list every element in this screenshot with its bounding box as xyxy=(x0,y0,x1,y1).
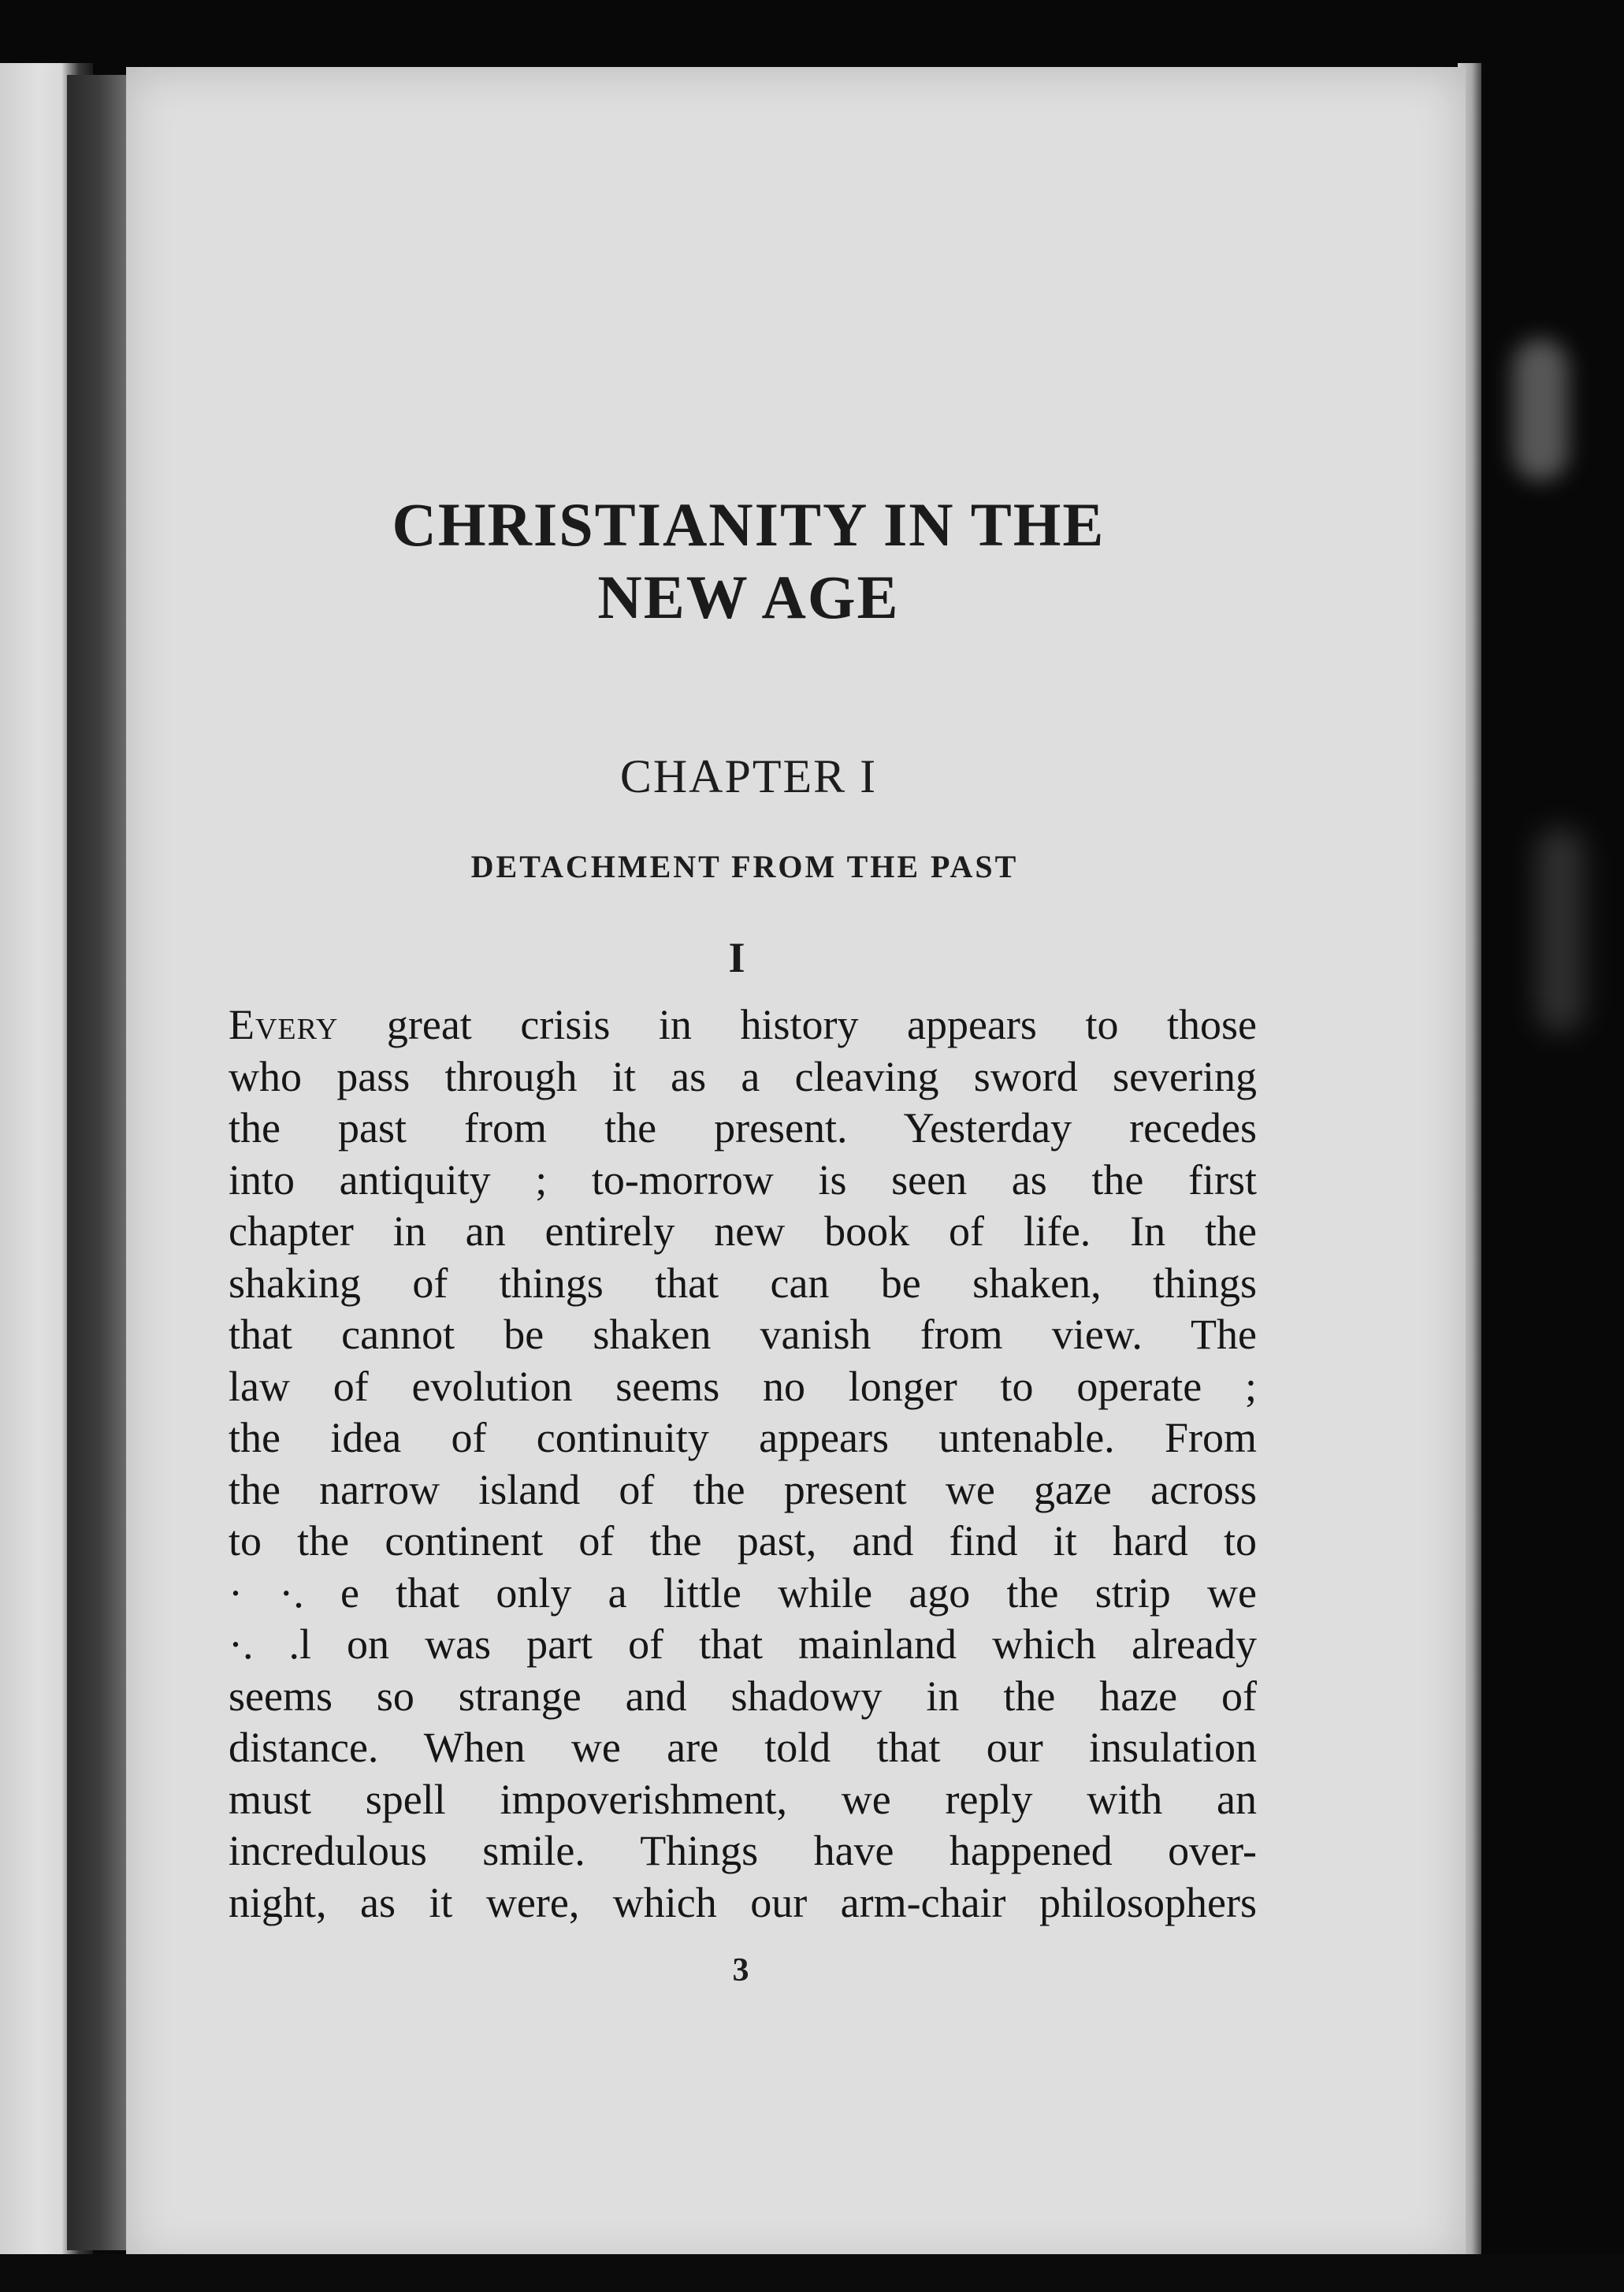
body-line-text: great crisis in history appears to those xyxy=(338,1001,1257,1048)
body-line: ·. .l on was part of that mainland which already xyxy=(229,1620,1257,1668)
body-line: distance. When we are told that our insulation xyxy=(229,1724,1257,1771)
chapter-heading: CHAPTER I xyxy=(619,750,878,802)
body-line: the idea of continuity appears untenable. From xyxy=(229,1414,1257,1461)
body-line: the narrow island of the present we gaze across xyxy=(229,1465,1257,1513)
body-line: that cannot be shaken vanish from view. The xyxy=(229,1311,1257,1358)
page-number: 3 xyxy=(732,1952,749,1989)
chapter-subtitle: DETACHMENT FROM THE PAST xyxy=(470,849,1019,884)
body-paragraph xyxy=(229,999,1257,1929)
background-blur xyxy=(1537,828,1584,1033)
body-line: law of evolution seems no longer to operate ; xyxy=(229,1362,1257,1410)
body-line: seems so strange and shadowy in the haze of xyxy=(229,1672,1257,1720)
body-line: chapter in an entirely new book of life. In the xyxy=(229,1207,1257,1255)
body-line: into antiquity ; to-morrow is seen as the first xyxy=(229,1155,1257,1204)
background-blur xyxy=(1513,339,1568,481)
book-title xyxy=(0,489,1497,634)
body-line: who pass through it as a cleaving sword severing xyxy=(229,1052,1257,1100)
body-line: the past from the present. Yesterday recedes xyxy=(229,1104,1257,1152)
scan-bottom-border xyxy=(0,2254,1624,2292)
body-line: incredulous smile. Things have happened over- xyxy=(229,1827,1257,1874)
body-line: to the continent of the past, and find it hard to xyxy=(229,1517,1257,1565)
book-title-line: NEW AGE xyxy=(597,563,900,631)
lead-word: Every xyxy=(229,1001,339,1048)
body-line: night, as it were, which our arm-chair philosophers xyxy=(229,1878,1257,1926)
section-number: I xyxy=(728,934,745,981)
body-line: shaking of things that can be shaken, things xyxy=(229,1259,1257,1307)
body-line xyxy=(229,999,1257,1051)
body-line: must spell impoverishment, we reply with an xyxy=(229,1775,1257,1823)
body-line: · ·. e that only a little while ago the strip we xyxy=(229,1568,1257,1617)
book-title-line: CHRISTIANITY IN THE xyxy=(392,490,1106,559)
